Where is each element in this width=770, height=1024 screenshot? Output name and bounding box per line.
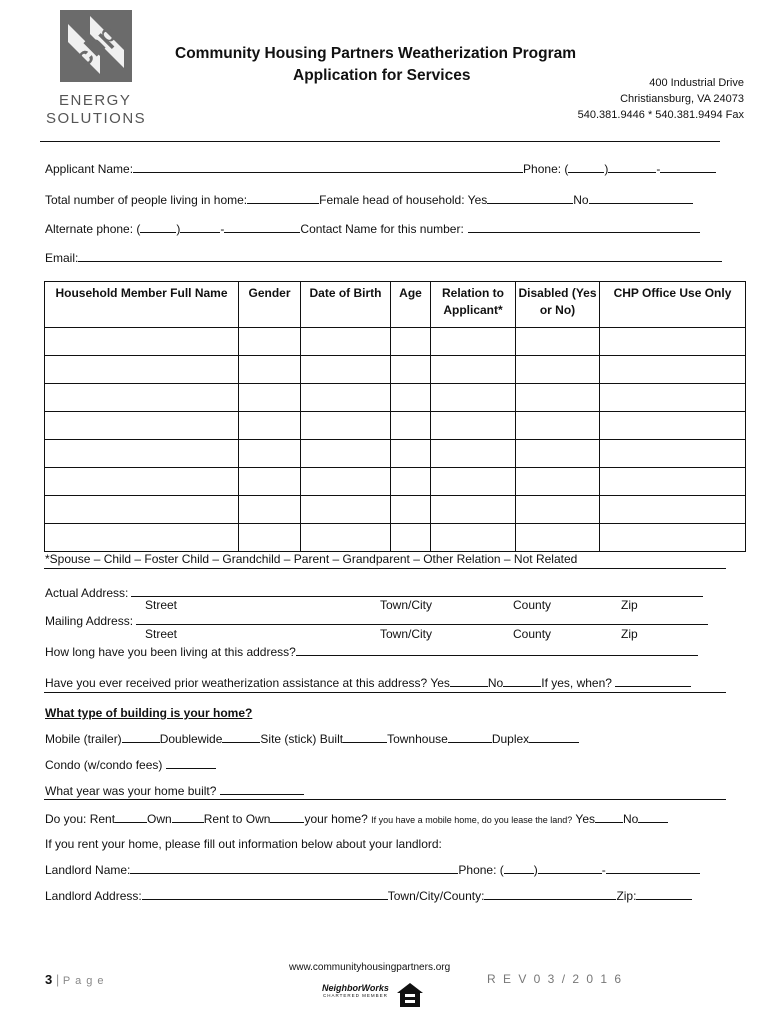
table-cell[interactable] [431, 356, 516, 384]
table-cell[interactable] [516, 412, 600, 440]
if-yes-when-input[interactable] [615, 675, 691, 687]
col-header-dob: Date of Birth [301, 282, 391, 328]
how-long-row [45, 644, 698, 659]
table-cell[interactable] [45, 412, 239, 440]
table-cell[interactable] [301, 384, 391, 412]
table-cell[interactable] [516, 440, 600, 468]
lease-yes-label: Yes [575, 812, 595, 826]
street-caption-1: Street [145, 598, 178, 612]
alt-phone-dash: - [220, 222, 225, 236]
table-cell[interactable] [391, 384, 431, 412]
prior-assist-label: Have you ever received prior weatherization assistance at this address? Yes [45, 676, 450, 690]
table-cell[interactable] [600, 356, 746, 384]
table-cell[interactable] [516, 524, 600, 552]
zip-caption-1: Zip [621, 598, 638, 612]
page-number [45, 972, 105, 987]
landlord-instructions: If you rent your home, please fill out information below about your landlord: [45, 837, 442, 851]
table-cell[interactable] [431, 468, 516, 496]
table-cell[interactable] [391, 328, 431, 356]
landlord-address-label: Landlord Address: [45, 889, 142, 903]
townhouse-label: Townhouse [387, 732, 448, 746]
table-cell[interactable] [600, 328, 746, 356]
your-home-label: your home? [304, 812, 368, 826]
landlord-town-label: Town/City/County: [387, 889, 485, 903]
col-header-relation: Relation to Applicant* [431, 282, 516, 328]
contact-name-input[interactable] [468, 221, 700, 233]
own-label: Own [147, 812, 172, 826]
table-cell[interactable] [45, 328, 239, 356]
landlord-zip-label: Zip: [616, 889, 637, 903]
county-caption-2: County [513, 627, 552, 641]
landlord-address-row [45, 888, 692, 903]
table-cell[interactable] [45, 440, 239, 468]
total-people-label: Total number of people living in home: [45, 193, 248, 207]
year-built-label: What year was your home built? [45, 784, 217, 798]
table-cell[interactable] [431, 440, 516, 468]
mobile-input[interactable] [122, 731, 160, 743]
address-line2: Christiansburg, VA 24073 [620, 93, 744, 105]
female-head-no-input[interactable] [589, 192, 693, 204]
chp-logo-mark [60, 10, 132, 82]
table-cell[interactable] [239, 468, 301, 496]
doublewide-input[interactable] [222, 731, 260, 743]
table-cell[interactable] [600, 468, 746, 496]
landlord-name-input[interactable] [130, 862, 458, 874]
table-cell[interactable] [239, 440, 301, 468]
phone-area-input[interactable] [568, 161, 604, 173]
neighborworks-sub: CHARTERED MEMBER [322, 993, 388, 998]
table-cell[interactable] [431, 384, 516, 412]
lease-yes-input[interactable] [595, 811, 623, 823]
year-built-row [45, 783, 304, 798]
table-cell[interactable] [301, 356, 391, 384]
applicant-name-label: Applicant Name: [45, 162, 134, 176]
lease-no-input[interactable] [638, 811, 668, 823]
town-caption-1: Town/City [380, 598, 433, 612]
table-row [45, 412, 746, 440]
page-title: Community Housing Partners Weatherization Program [175, 45, 577, 62]
table-cell[interactable] [391, 412, 431, 440]
header-divider [40, 141, 720, 142]
table-cell[interactable] [391, 356, 431, 384]
street-caption-2: Street [145, 627, 178, 641]
female-head-label: Female head of household: Yes [319, 193, 488, 207]
building-type-row [45, 731, 579, 746]
phone-label: Phone: ( [523, 162, 569, 176]
mobile-label: Mobile (trailer) [45, 732, 122, 746]
table-header-row [45, 282, 746, 328]
year-built-input[interactable] [220, 783, 304, 795]
table-row [45, 524, 746, 552]
table-row [45, 356, 746, 384]
alt-phone-prefix-input[interactable] [180, 221, 220, 233]
section-divider-3 [44, 799, 726, 800]
website-link[interactable]: www.communityhousingpartners.org [289, 962, 451, 973]
total-people-input[interactable] [247, 192, 319, 204]
own-input[interactable] [172, 811, 204, 823]
table-cell[interactable] [600, 384, 746, 412]
table-cell[interactable] [239, 412, 301, 440]
landlord-address-input[interactable] [142, 888, 388, 900]
logo-line1: ENERGY [59, 92, 132, 109]
page-number-word: P a g e [62, 975, 105, 987]
email-label: Email: [45, 251, 79, 265]
rent-label: Do you: Rent [45, 812, 116, 826]
table-cell[interactable] [391, 440, 431, 468]
equal-housing-icon [396, 982, 424, 1011]
address-line1: 400 Industrial Drive [649, 77, 744, 89]
table-cell[interactable] [239, 328, 301, 356]
neighborworks-logo [322, 983, 389, 998]
mailing-address-label: Mailing Address: [45, 614, 134, 628]
prior-assist-no-input[interactable] [503, 675, 541, 687]
female-head-yes-input[interactable] [487, 192, 573, 204]
table-cell[interactable] [431, 328, 516, 356]
table-cell[interactable] [600, 412, 746, 440]
landlord-phone-paren: ) [533, 863, 538, 877]
if-yes-label: If yes, when? [541, 676, 612, 690]
table-cell[interactable] [45, 356, 239, 384]
table-cell[interactable] [516, 496, 600, 524]
table-cell[interactable] [431, 496, 516, 524]
page-subtitle: Application for Services [293, 67, 471, 84]
building-type-heading: What type of building is your home? [45, 706, 253, 720]
mailing-address-input[interactable] [136, 613, 708, 625]
table-cell[interactable] [45, 384, 239, 412]
site-built-label: Site (stick) Built [260, 732, 344, 746]
table-cell[interactable] [239, 384, 301, 412]
col-header-name: Household Member Full Name [45, 282, 239, 328]
table-cell[interactable] [239, 524, 301, 552]
section-divider-1 [44, 568, 726, 569]
col-header-gender: Gender [239, 282, 301, 328]
table-cell[interactable] [45, 496, 239, 524]
town-caption-2: Town/City [380, 627, 433, 641]
landlord-zip-input[interactable] [636, 888, 692, 900]
household-count-row [45, 192, 693, 207]
actual-address-row [45, 585, 703, 600]
table-row [45, 440, 746, 468]
svg-text:chp: chp [68, 18, 123, 73]
mailing-address-row [45, 613, 708, 628]
rent-input[interactable] [115, 811, 147, 823]
table-cell[interactable] [301, 440, 391, 468]
tenure-row [45, 811, 668, 826]
phone-paren: ) [604, 162, 609, 176]
table-cell[interactable] [391, 468, 431, 496]
table-cell[interactable] [239, 356, 301, 384]
neighborworks-text: NeighborWorks [322, 983, 389, 993]
landlord-phone-dash: - [601, 863, 606, 877]
table-cell[interactable] [600, 440, 746, 468]
actual-address-label: Actual Address: [45, 586, 129, 600]
prior-assist-no-label: No [487, 676, 504, 690]
email-input[interactable] [78, 250, 722, 262]
doublewide-label: Doublewide [159, 732, 223, 746]
table-cell[interactable] [239, 496, 301, 524]
table-cell[interactable] [301, 328, 391, 356]
zip-caption-2: Zip [621, 627, 638, 641]
col-header-office-use: CHP Office Use Only [600, 282, 746, 328]
landlord-name-label: Landlord Name: [45, 863, 131, 877]
table-cell[interactable] [600, 524, 746, 552]
condo-input[interactable] [166, 757, 216, 769]
table-cell[interactable] [431, 524, 516, 552]
table-cell[interactable] [516, 328, 600, 356]
alt-phone-paren: ) [176, 222, 181, 236]
site-built-input[interactable] [343, 731, 387, 743]
table-cell[interactable] [600, 496, 746, 524]
landlord-name-row [45, 862, 700, 877]
contact-name-label: Contact Name for this number: [300, 222, 464, 236]
mobile-lease-question: If you have a mobile home, do you lease the land? [371, 815, 573, 825]
table-body [45, 328, 746, 552]
logo-line2: SOLUTIONS [46, 110, 147, 127]
condo-label: Condo (w/condo fees) [45, 758, 163, 772]
table-cell[interactable] [516, 356, 600, 384]
table-cell[interactable] [391, 524, 431, 552]
actual-address-input[interactable] [131, 585, 703, 597]
email-row [45, 250, 722, 265]
phone-line-input[interactable] [660, 161, 716, 173]
table-cell[interactable] [301, 524, 391, 552]
chp-logo [60, 10, 132, 85]
relation-footnote: *Spouse – Child – Foster Child – Grandchild – Parent – Grandparent – Other Relation – Not Related [45, 552, 578, 566]
alt-phone-label: Alternate phone: ( [45, 222, 141, 236]
page-number-sep: | [55, 972, 60, 987]
address-line3: 540.381.9446 * 540.381.9494 Fax [577, 109, 744, 121]
table-cell[interactable] [301, 496, 391, 524]
alt-phone-area-input[interactable] [140, 221, 176, 233]
landlord-phone-label: Phone: ( [458, 863, 504, 877]
county-caption-1: County [513, 598, 552, 612]
rent-to-own-input[interactable] [270, 811, 304, 823]
table-cell[interactable] [301, 412, 391, 440]
landlord-phone-prefix-input[interactable] [538, 862, 602, 874]
table-cell[interactable] [431, 412, 516, 440]
landlord-town-input[interactable] [484, 888, 616, 900]
revision-label: R E V 0 3 / 2 0 1 6 [487, 972, 624, 986]
alt-phone-line-input[interactable] [224, 221, 300, 233]
table-cell[interactable] [391, 496, 431, 524]
how-long-input[interactable] [296, 644, 698, 656]
phone-dash: - [656, 162, 661, 176]
section-divider-2 [44, 692, 726, 693]
col-header-disabled: Disabled (Yes or No) [516, 282, 600, 328]
condo-row [45, 757, 216, 772]
household-members-table [44, 281, 746, 552]
page-number-value: 3 [45, 972, 53, 987]
table-cell[interactable] [301, 468, 391, 496]
table-row [45, 496, 746, 524]
table-cell[interactable] [516, 468, 600, 496]
table-row [45, 384, 746, 412]
applicant-name-input[interactable] [133, 161, 523, 173]
table-cell[interactable] [45, 524, 239, 552]
duplex-label: Duplex [491, 732, 530, 746]
landlord-phone-line-input[interactable] [606, 862, 700, 874]
table-row [45, 468, 746, 496]
rent-to-own-label: Rent to Own [203, 812, 271, 826]
townhouse-input[interactable] [448, 731, 492, 743]
duplex-input[interactable] [529, 731, 579, 743]
landlord-phone-area-input[interactable] [504, 862, 534, 874]
applicant-name-row [45, 161, 716, 176]
lease-no-label: No [623, 812, 639, 826]
female-head-no-label: No [573, 193, 589, 207]
table-cell[interactable] [45, 468, 239, 496]
phone-prefix-input[interactable] [608, 161, 656, 173]
prior-assist-row [45, 675, 691, 690]
prior-assist-yes-input[interactable] [450, 675, 488, 687]
how-long-label: How long have you been living at this address? [45, 645, 296, 659]
table-row [45, 328, 746, 356]
alt-phone-row [45, 221, 700, 236]
col-header-age: Age [391, 282, 431, 328]
table-cell[interactable] [516, 384, 600, 412]
